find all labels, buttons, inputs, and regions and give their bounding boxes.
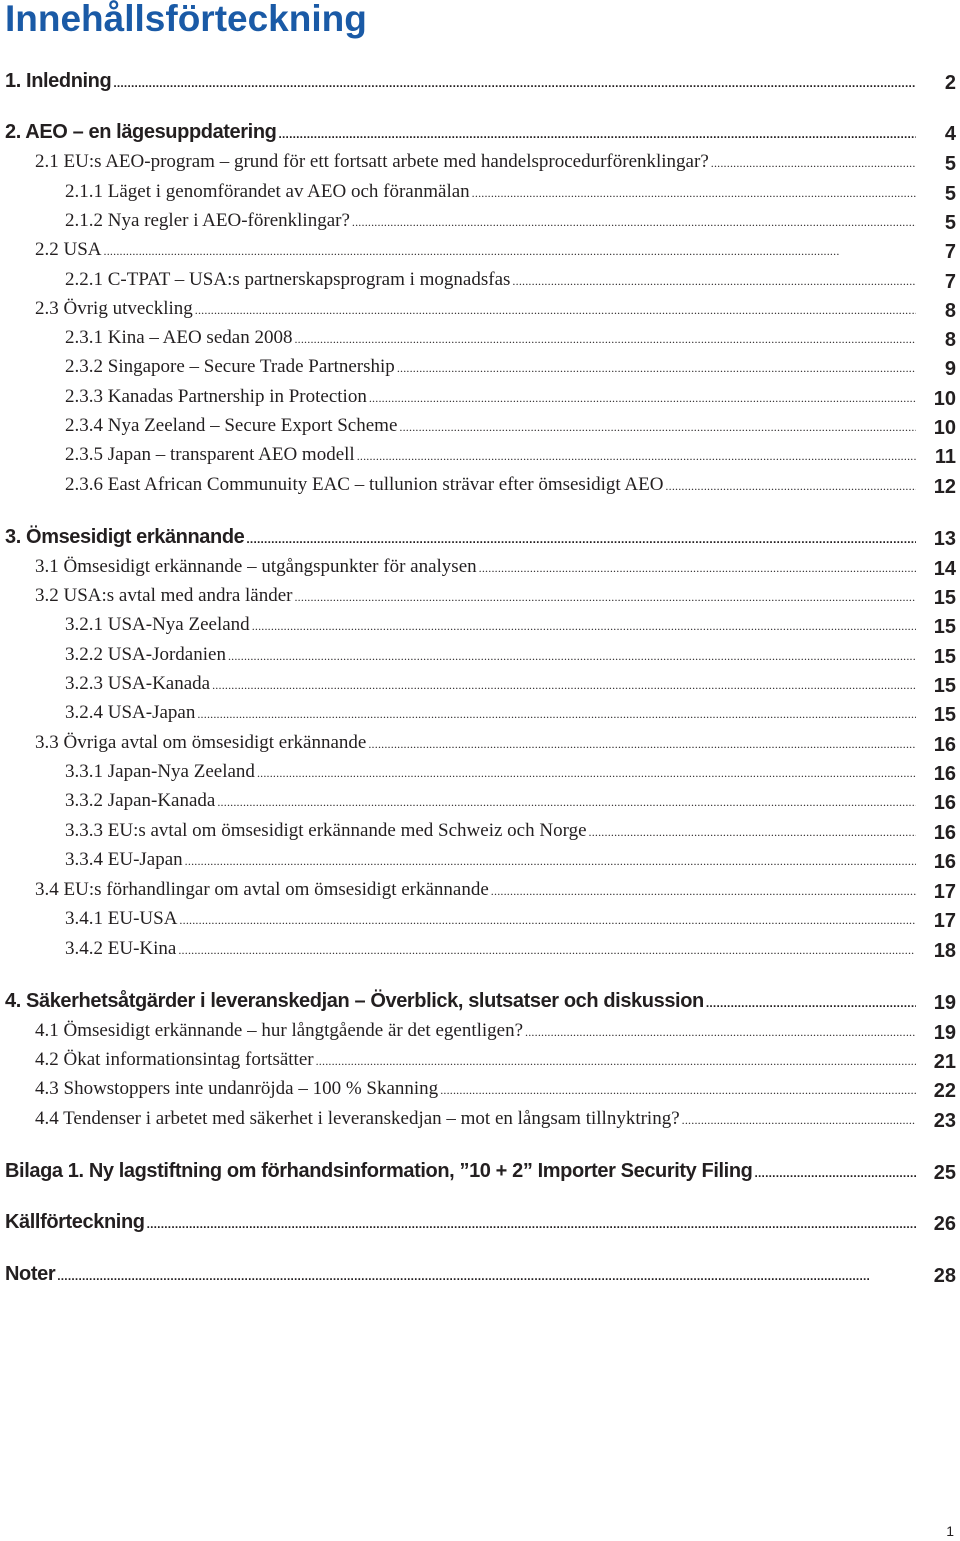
dot-leader	[754, 1160, 916, 1183]
toc-entry-page: 26	[933, 1213, 956, 1235]
toc-entry-page: 14	[933, 558, 956, 580]
dot-leader	[479, 556, 916, 578]
dot-leader	[185, 849, 916, 871]
toc-entry-label: 3.4.2 EU-Kina	[65, 938, 177, 959]
dot-leader	[357, 444, 916, 466]
toc-entry-page: 25	[933, 1162, 956, 1184]
toc-entry-label: 3.2 USA:s avtal med andra länder	[35, 585, 293, 606]
toc-entry-label: 3.4 EU:s förhandlingar om avtal om ömsesidigt erkännande	[35, 879, 489, 900]
toc-entry-page: 17	[933, 910, 956, 932]
toc-entry[interactable]	[35, 1078, 918, 1108]
toc-entry[interactable]	[65, 444, 918, 474]
toc-entry[interactable]	[35, 556, 918, 586]
toc-entry-page: 11	[934, 446, 956, 468]
toc-entry-label: 2.3.1 Kina – AEO sedan 2008	[65, 327, 293, 348]
dot-leader	[682, 1108, 916, 1130]
toc-entry-label: 3.3.2 Japan-Kanada	[65, 790, 216, 811]
toc-entry[interactable]	[65, 761, 918, 791]
toc-entry-page: 16	[933, 851, 956, 873]
toc-entry-page: 16	[933, 822, 956, 844]
dot-leader	[369, 386, 916, 408]
toc-entry[interactable]	[65, 210, 918, 240]
toc-entry-label: 2.3.4 Nya Zeeland – Secure Export Scheme	[65, 415, 398, 436]
dot-leader	[665, 474, 916, 496]
dot-leader	[294, 327, 916, 349]
dot-leader	[316, 1049, 916, 1071]
dot-leader	[399, 415, 916, 437]
dot-leader	[228, 644, 916, 666]
toc-entry[interactable]	[35, 585, 918, 615]
dot-leader	[178, 938, 916, 960]
toc-entry[interactable]	[65, 614, 918, 644]
toc-entry[interactable]	[65, 790, 918, 820]
toc-entry-page: 15	[933, 675, 956, 697]
toc-entry-label: 3.2.3 USA-Kanada	[65, 673, 211, 694]
dot-leader	[397, 356, 916, 378]
toc-entry[interactable]	[65, 820, 918, 850]
toc-entry[interactable]	[65, 849, 918, 879]
toc-entry-page: 7	[944, 241, 956, 263]
dot-leader	[440, 1078, 916, 1100]
dot-leader	[252, 614, 916, 636]
toc-entry[interactable]	[65, 327, 918, 357]
toc-entry-label: 3. Ömsesidigt erkännande	[5, 526, 245, 548]
toc-entry-page: 10	[933, 388, 956, 410]
toc-entry-label: 3.4.1 EU-USA	[65, 908, 178, 929]
toc-entry-page: 16	[933, 763, 956, 785]
toc-entry-page: 12	[933, 476, 956, 498]
page-number: 1	[946, 1523, 954, 1539]
toc-entry-label: 3.1 Ömsesidigt erkännande – utgångspunkter för analysen	[35, 556, 477, 577]
toc-entry-label: 2.2.1 C-TPAT – USA:s partnerskapsprogram i mognadsfas	[65, 269, 511, 290]
toc-entry-label: 4. Säkerhetsåtgärder i leveranskedjan – Överblick, slutsatser och diskussion	[5, 990, 704, 1012]
toc-entry-label: 1. Inledning	[5, 70, 112, 92]
toc-entry[interactable]	[65, 702, 918, 732]
toc-entry-page: 15	[933, 587, 956, 609]
toc-entry[interactable]	[65, 474, 918, 504]
toc-entry-page: 2	[944, 72, 956, 94]
toc-entry[interactable]	[5, 1263, 918, 1293]
toc-entry[interactable]	[35, 151, 918, 181]
dot-leader	[512, 269, 916, 291]
dot-leader	[294, 585, 916, 607]
toc-entry-page: 8	[944, 300, 956, 322]
toc-entry-page: 17	[933, 881, 956, 903]
toc-entry-label: 4.2 Ökat informationsintag fortsätter	[35, 1049, 314, 1070]
toc-entry[interactable]	[65, 269, 918, 299]
toc-entry[interactable]	[65, 356, 918, 386]
toc-entry[interactable]	[65, 673, 918, 703]
dot-leader	[711, 151, 916, 173]
dot-leader	[706, 990, 916, 1013]
toc-entry-label: 2.3 Övrig utveckling	[35, 298, 193, 319]
toc-entry-page: 19	[933, 1022, 956, 1044]
dot-leader	[246, 526, 916, 549]
toc-entry[interactable]	[5, 1211, 918, 1241]
toc-entry-label: 4.1 Ömsesidigt erkännande – hur långtgående är det egentligen?	[35, 1020, 524, 1041]
dot-leader	[491, 879, 916, 901]
toc-entry[interactable]	[35, 1020, 918, 1050]
toc-entry-page: 10	[933, 417, 956, 439]
toc-entry-label: 3.3.3 EU:s avtal om ömsesidigt erkännande med Schweiz och Norge	[65, 820, 587, 841]
toc-entry-page: 4	[944, 123, 956, 145]
dot-leader	[197, 702, 916, 724]
toc-entry-page: 19	[933, 992, 956, 1014]
dot-leader	[195, 298, 916, 320]
dot-leader	[104, 239, 916, 261]
dot-leader	[179, 908, 916, 930]
toc-entry-page: 16	[933, 792, 956, 814]
toc-entry[interactable]	[65, 908, 918, 938]
toc-entry[interactable]	[35, 298, 918, 328]
dot-leader	[147, 1211, 916, 1234]
toc-entry[interactable]	[35, 1108, 918, 1138]
toc-entry[interactable]	[35, 239, 918, 269]
toc-entry-label: 2.3.2 Singapore – Secure Trade Partnership	[65, 356, 395, 377]
toc-entry-label: 2.1 EU:s AEO-program – grund för ett fortsatt arbete med handelsprocedurförenklingar?	[35, 151, 709, 172]
toc-entry-page: 7	[944, 271, 956, 293]
toc-entry-label: 2.2 USA	[35, 239, 102, 260]
toc-entry-page: 8	[944, 329, 956, 351]
toc-entry[interactable]	[5, 526, 918, 556]
toc-entry-page: 18	[933, 940, 956, 962]
toc-entry[interactable]	[5, 121, 918, 151]
toc-entry-label: 4.3 Showstoppers inte undanröjda – 100 % Skanning	[35, 1078, 439, 1099]
toc-entry-label: 2.1.2 Nya regler i AEO-förenklingar?	[65, 210, 350, 231]
dot-leader	[525, 1020, 916, 1042]
toc-entry-page: 28	[933, 1265, 956, 1287]
dot-leader	[472, 181, 916, 203]
dot-leader	[212, 673, 916, 695]
toc-entry-page: 15	[933, 616, 956, 638]
toc-entry[interactable]	[65, 181, 918, 211]
toc-entry-label: 3.2.4 USA-Japan	[65, 702, 196, 723]
dot-leader	[278, 121, 916, 144]
toc-entry-label: 3.3 Övriga avtal om ömsesidigt erkännande	[35, 732, 367, 753]
toc-entry-page: 13	[933, 528, 956, 550]
toc-entry-page: 15	[933, 646, 956, 668]
toc-entry-label: 3.2.1 USA-Nya Zeeland	[65, 614, 250, 635]
toc-entry[interactable]	[5, 70, 918, 100]
toc-entry[interactable]	[5, 1160, 918, 1190]
toc-entry-label: 3.3.4 EU-Japan	[65, 849, 183, 870]
toc-entry[interactable]	[65, 386, 918, 416]
toc-entry[interactable]	[65, 938, 918, 968]
toc-entry-page: 16	[933, 734, 956, 756]
toc-entry[interactable]	[35, 879, 918, 909]
toc-entry-page: 21	[933, 1051, 956, 1073]
toc-entry-page: 5	[944, 212, 956, 234]
dot-leader	[113, 70, 916, 93]
toc-entry[interactable]	[35, 732, 918, 762]
toc-entry[interactable]	[35, 1049, 918, 1079]
dot-leader	[352, 210, 916, 232]
toc-entry[interactable]	[65, 415, 918, 445]
toc-entry-page: 5	[944, 183, 956, 205]
toc-entry-label: 2. AEO – en lägesuppdatering	[5, 121, 277, 143]
toc-entry-label: 2.3.5 Japan – transparent AEO modell	[65, 444, 355, 465]
page-title: Innehållsförteckning	[5, 0, 367, 39]
toc-entry-label: 2.3.6 East African Communuity EAC – tullunion strävar efter ömsesidigt AEO	[65, 474, 664, 495]
toc-entry-label: 3.2.2 USA-Jordanien	[65, 644, 226, 665]
toc-entry-page: 9	[944, 358, 956, 380]
toc-entry[interactable]	[5, 990, 918, 1020]
toc-entry-label: 3.3.1 Japan-Nya Zeeland	[65, 761, 255, 782]
dot-leader	[589, 820, 917, 842]
dot-leader	[368, 732, 916, 754]
toc-entry-label: 4.4 Tendenser i arbetet med säkerhet i leveranskedjan – mot en långsam tillnyktring?	[35, 1108, 680, 1129]
dot-leader	[217, 790, 916, 812]
toc-entry-page: 23	[933, 1110, 956, 1132]
toc-entry-page: 5	[944, 153, 956, 175]
toc-entry-page: 15	[933, 704, 956, 726]
toc-entry-label: Bilaga 1. Ny lagstiftning om förhandsinformation, ”10 + 2” Importer Security Filing	[5, 1160, 753, 1182]
toc-entry-label: 2.1.1 Läget i genomförandet av AEO och föranmälan	[65, 181, 470, 202]
dot-leader	[57, 1263, 916, 1286]
toc-entry-label: Noter	[5, 1263, 56, 1285]
toc-entry-label: 2.3.3 Kanadas Partnership in Protection	[65, 386, 367, 407]
toc-entry[interactable]	[65, 644, 918, 674]
toc-entry-page: 22	[933, 1080, 956, 1102]
toc-entry-label: Källförteckning	[5, 1211, 145, 1233]
dot-leader	[257, 761, 916, 783]
